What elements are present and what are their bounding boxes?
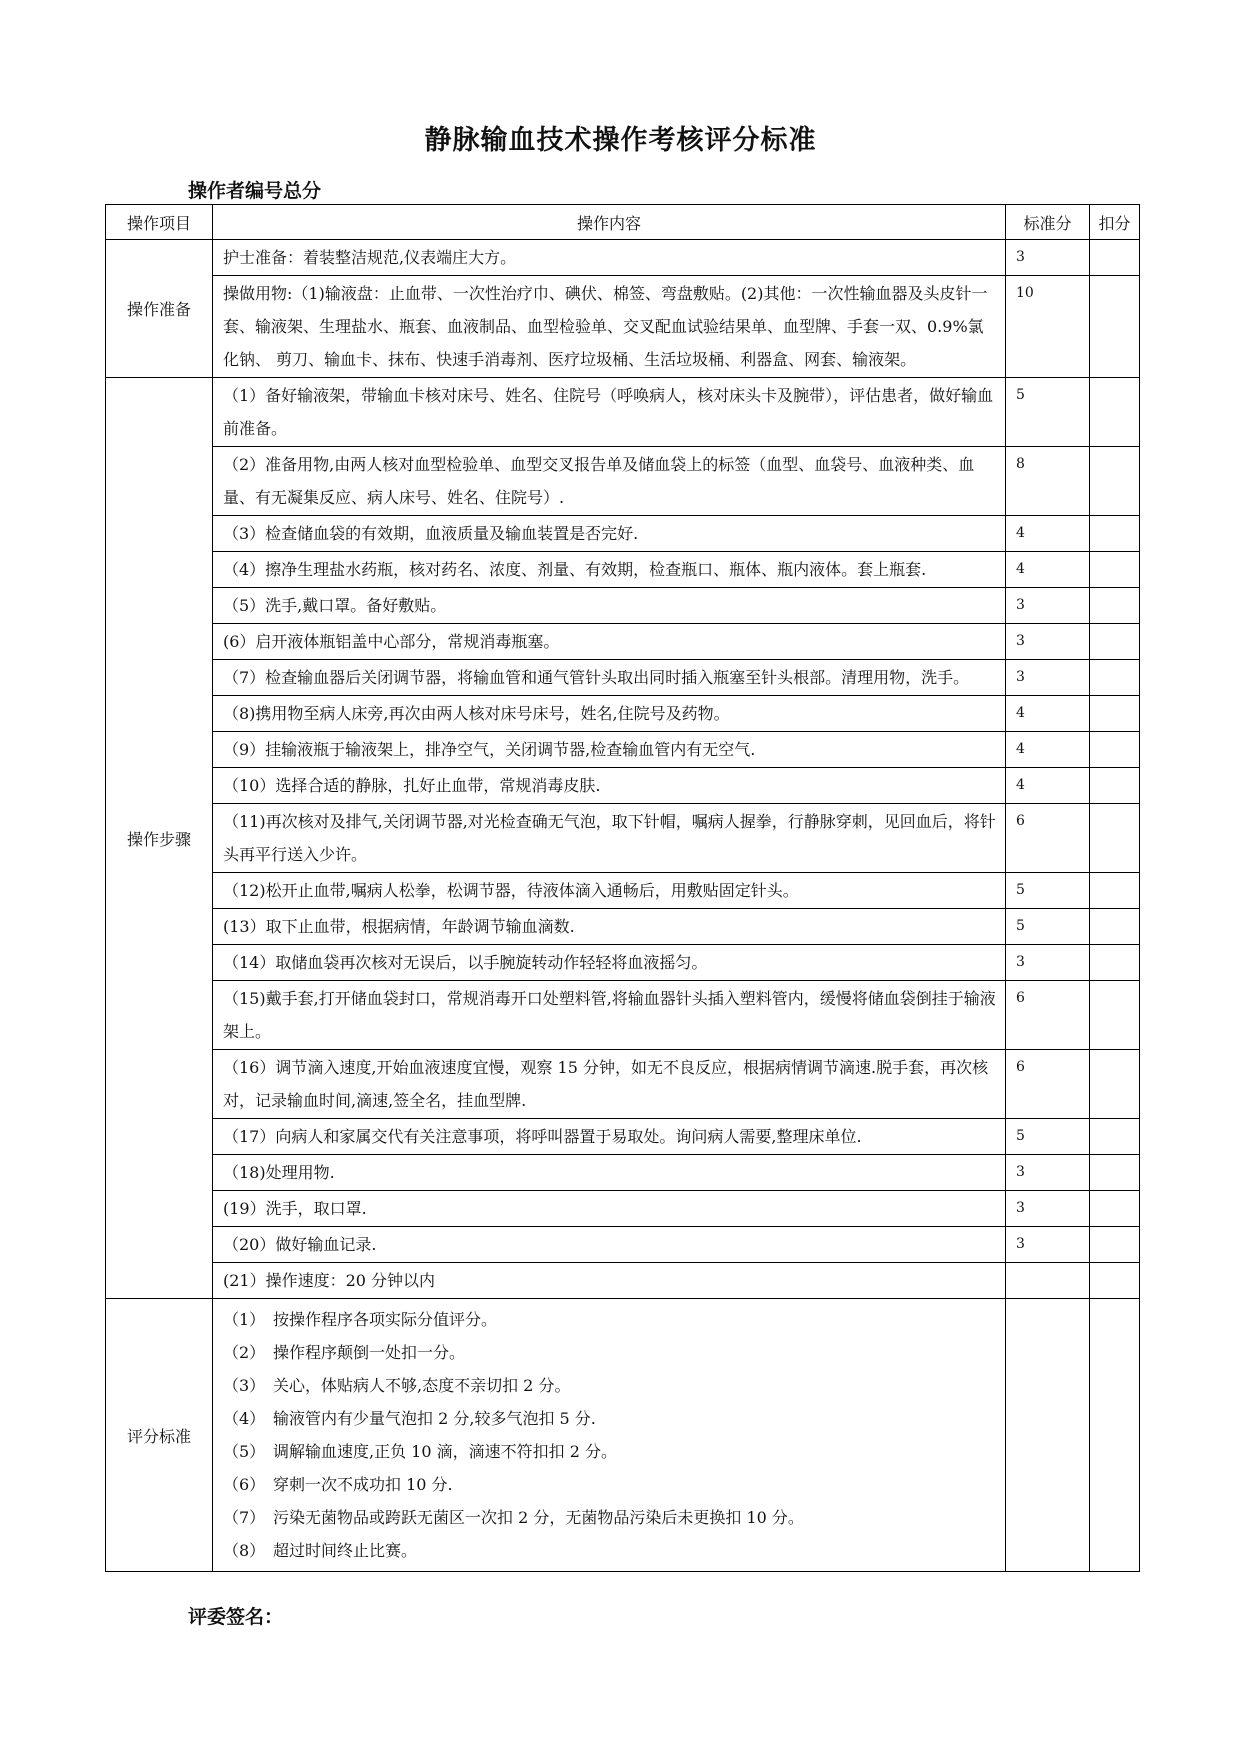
- row-content: （8)携用物至病人床旁,再次由两人核对床号床号，姓名,住院号及药物。: [213, 696, 1006, 732]
- header-content: 操作内容: [213, 205, 1006, 240]
- row-deduct[interactable]: [1090, 1155, 1140, 1191]
- row-deduct[interactable]: [1090, 804, 1140, 873]
- row-score: 5: [1006, 873, 1090, 909]
- row-deduct[interactable]: [1090, 768, 1140, 804]
- row-content: （4）擦净生理盐水药瓶，核对药名、浓度、剂量、有效期，检查瓶口、瓶体、瓶内液体。套上瓶套.: [213, 552, 1006, 588]
- table-row: [106, 378, 1140, 447]
- section-steps: 操作步骤: [106, 378, 213, 1299]
- row-score: 3: [1006, 1227, 1090, 1263]
- row-deduct[interactable]: [1090, 516, 1140, 552]
- table-row: [106, 624, 1140, 660]
- table-row: [106, 447, 1140, 516]
- header-item: 操作项目: [106, 205, 213, 240]
- row-content: （15)戴手套,打开储血袋封口，常规消毒开口处塑料管,将输血器针头插入塑料管内，缓慢将储血袋倒挂于输液架上。: [213, 981, 1006, 1050]
- row-deduct[interactable]: [1090, 1227, 1140, 1263]
- row-content: （20）做好输血记录.: [213, 1227, 1006, 1263]
- row-deduct[interactable]: [1090, 1119, 1140, 1155]
- row-content: 护士准备：着装整洁规范,仪表端庄大方。: [213, 240, 1006, 276]
- criteria-num: （4）: [223, 1409, 266, 1428]
- row-score: 3: [1006, 945, 1090, 981]
- criteria-list: [213, 1299, 1006, 1572]
- criteria-score: [1006, 1299, 1090, 1572]
- table-row: [106, 909, 1140, 945]
- row-score: 3: [1006, 240, 1090, 276]
- row-score: 3: [1006, 660, 1090, 696]
- row-score: 4: [1006, 768, 1090, 804]
- section-criteria: 评分标准: [106, 1299, 213, 1572]
- row-deduct[interactable]: [1090, 732, 1140, 768]
- table-row: [106, 1050, 1140, 1119]
- score-table: [105, 204, 1140, 1572]
- table-row: [106, 588, 1140, 624]
- table-row: [106, 240, 1140, 276]
- row-content: (6）启开液体瓶铝盖中心部分，常规消毒瓶塞。: [213, 624, 1006, 660]
- row-score: 4: [1006, 516, 1090, 552]
- row-score: 4: [1006, 552, 1090, 588]
- row-deduct[interactable]: [1090, 276, 1140, 378]
- row-score: 3: [1006, 624, 1090, 660]
- section-prep: 操作准备: [106, 240, 213, 378]
- row-content: (21）操作速度：20 分钟以内: [213, 1263, 1006, 1299]
- row-deduct[interactable]: [1090, 1050, 1140, 1119]
- row-content: (13）取下止血带，根据病情，年龄调节输血滴数.: [213, 909, 1006, 945]
- criteria-item: [223, 1435, 995, 1468]
- row-content: （10）选择合适的静脉，扎好止血带，常规消毒皮肤.: [213, 768, 1006, 804]
- criteria-num: （1）: [223, 1310, 266, 1329]
- row-content: （12)松开止血带,嘱病人松拳，松调节器，待液体滴入通畅后，用敷贴固定针头。: [213, 873, 1006, 909]
- row-content: （3）检查储血袋的有效期，血液质量及输血装置是否完好.: [213, 516, 1006, 552]
- row-deduct[interactable]: [1090, 981, 1140, 1050]
- row-content: （16）调节滴入速度,开始血液速度宜慢，观察 15 分钟，如无不良反应，根据病情调节滴速.脱手套，再次核对，记录输血时间,滴速,签全名，挂血型牌.: [213, 1050, 1006, 1119]
- row-deduct[interactable]: [1090, 588, 1140, 624]
- criteria-item: [223, 1336, 995, 1369]
- row-content: （5）洗手,戴口罩。备好敷贴。: [213, 588, 1006, 624]
- row-score: 5: [1006, 1119, 1090, 1155]
- table-row: [106, 276, 1140, 378]
- row-score: [1006, 1263, 1090, 1299]
- row-score: 6: [1006, 1050, 1090, 1119]
- row-deduct[interactable]: [1090, 873, 1140, 909]
- table-row: [106, 981, 1140, 1050]
- row-deduct[interactable]: [1090, 696, 1140, 732]
- criteria-item: [223, 1534, 995, 1567]
- table-row: [106, 660, 1140, 696]
- row-content: 操做用物:（1)输液盘：止血带、一次性治疗巾、碘伏、棉签、弯盘敷贴。(2)其他：一次性输血器及头皮针一套、输液架、生理盐水、瓶套、血液制品、血型检验单、交叉配血试验结果单、血型牌、手套一双、0.9%氯化钠、 剪刀、输血卡、抹布、快速手消毒剂、医疗垃圾桶、生活垃圾桶、利器盒、网套、输液架。: [213, 276, 1006, 378]
- table-row: [106, 1191, 1140, 1227]
- row-deduct[interactable]: [1090, 624, 1140, 660]
- row-content: （1）备好输液架，带输血卡核对床号、姓名、住院号（呼唤病人，核对床头卡及腕带），评估患者，做好输血前准备。: [213, 378, 1006, 447]
- row-score: 6: [1006, 981, 1090, 1050]
- row-score: 10: [1006, 276, 1090, 378]
- table-row: [106, 804, 1140, 873]
- row-deduct[interactable]: [1090, 240, 1140, 276]
- operator-score-label: 操作者编号总分: [188, 180, 322, 202]
- criteria-num: （5）: [223, 1442, 266, 1461]
- row-score: 4: [1006, 696, 1090, 732]
- table-row: [106, 768, 1140, 804]
- row-score: 3: [1006, 1155, 1090, 1191]
- criteria-text: 关心，体贴病人不够,态度不亲切扣 2 分。: [273, 1376, 571, 1395]
- row-content: （18)处理用物.: [213, 1155, 1006, 1191]
- row-content: （14）取储血袋再次核对无误后，以手腕旋转动作轻轻将血液摇匀。: [213, 945, 1006, 981]
- table-row: [106, 552, 1140, 588]
- row-content: (19）洗手，取口罩.: [213, 1191, 1006, 1227]
- criteria-item: [223, 1501, 995, 1534]
- header-row: [106, 205, 1140, 240]
- row-content: （7）检查输血器后关闭调节器，将输血管和通气管针头取出同时插入瓶塞至针头根部。清理用物，洗手。: [213, 660, 1006, 696]
- criteria-num: （2）: [223, 1343, 266, 1362]
- row-score: 4: [1006, 732, 1090, 768]
- criteria-item: [223, 1468, 995, 1501]
- table-row: [106, 696, 1140, 732]
- row-deduct[interactable]: [1090, 660, 1140, 696]
- table-row: [106, 1299, 1140, 1572]
- row-score: 5: [1006, 909, 1090, 945]
- table-row: [106, 1119, 1140, 1155]
- row-deduct[interactable]: [1090, 1191, 1140, 1227]
- criteria-text: 输液管内有少量气泡扣 2 分,较多气泡扣 5 分.: [273, 1409, 596, 1428]
- table-row: [106, 873, 1140, 909]
- criteria-text: 穿刺一次不成功扣 10 分.: [273, 1475, 453, 1494]
- criteria-num: （8）: [223, 1541, 266, 1560]
- criteria-deduct[interactable]: [1090, 1299, 1140, 1572]
- row-deduct[interactable]: [1090, 552, 1140, 588]
- judge-signature-label: 评委签名：: [188, 1606, 284, 1628]
- row-deduct[interactable]: [1090, 945, 1140, 981]
- row-score: 5: [1006, 378, 1090, 447]
- row-score: 8: [1006, 447, 1090, 516]
- table-row: [106, 1227, 1140, 1263]
- table-row: [106, 732, 1140, 768]
- criteria-text: 操作程序颠倒一处扣一分。: [273, 1343, 466, 1362]
- criteria-item: [223, 1303, 995, 1336]
- row-content: （2）准备用物,由两人核对血型检验单、血型交叉报告单及储血袋上的标签（血型、血袋号、血液种类、血量、有无凝集反应、病人床号、姓名、住院号）.: [213, 447, 1006, 516]
- header-score: 标准分: [1006, 205, 1090, 240]
- page-title: 静脉输血技术操作考核评分标准: [424, 125, 817, 156]
- criteria-text: 超过时间终止比赛。: [273, 1541, 418, 1560]
- row-score: 6: [1006, 804, 1090, 873]
- row-deduct[interactable]: [1090, 1263, 1140, 1299]
- criteria-item: [223, 1369, 995, 1402]
- criteria-num: （6）: [223, 1475, 266, 1494]
- criteria-item: [223, 1402, 995, 1435]
- row-score: 3: [1006, 588, 1090, 624]
- criteria-num: （3）: [223, 1376, 266, 1395]
- row-score: 3: [1006, 1191, 1090, 1227]
- header-deduct: 扣分: [1090, 205, 1140, 240]
- row-content: （17）向病人和家属交代有关注意事项，将呼叫器置于易取处。询问病人需要,整理床单位.: [213, 1119, 1006, 1155]
- table-row: [106, 1263, 1140, 1299]
- table-row: [106, 1155, 1140, 1191]
- row-deduct[interactable]: [1090, 378, 1140, 447]
- criteria-text: 按操作程序各项实际分值评分。: [273, 1310, 498, 1329]
- criteria-text: 污染无菌物品或跨跃无菌区一次扣 2 分，无菌物品污染后未更换扣 10 分。: [273, 1508, 804, 1527]
- row-content: （11)再次核对及排气,关闭调节器,对光检查确无气泡，取下针帽，嘱病人握拳，行静脉穿刺，见回血后，将针头再平行送入少许。: [213, 804, 1006, 873]
- criteria-num: （7）: [223, 1508, 266, 1527]
- row-deduct[interactable]: [1090, 909, 1140, 945]
- table-row: [106, 945, 1140, 981]
- row-deduct[interactable]: [1090, 447, 1140, 516]
- row-content: （9）挂输液瓶于输液架上，排净空气，关闭调节器,检查输血管内有无空气.: [213, 732, 1006, 768]
- criteria-text: 调解输血速度,正负 10 滴，滴速不符扣扣 2 分。: [273, 1442, 617, 1461]
- table-row: [106, 516, 1140, 552]
